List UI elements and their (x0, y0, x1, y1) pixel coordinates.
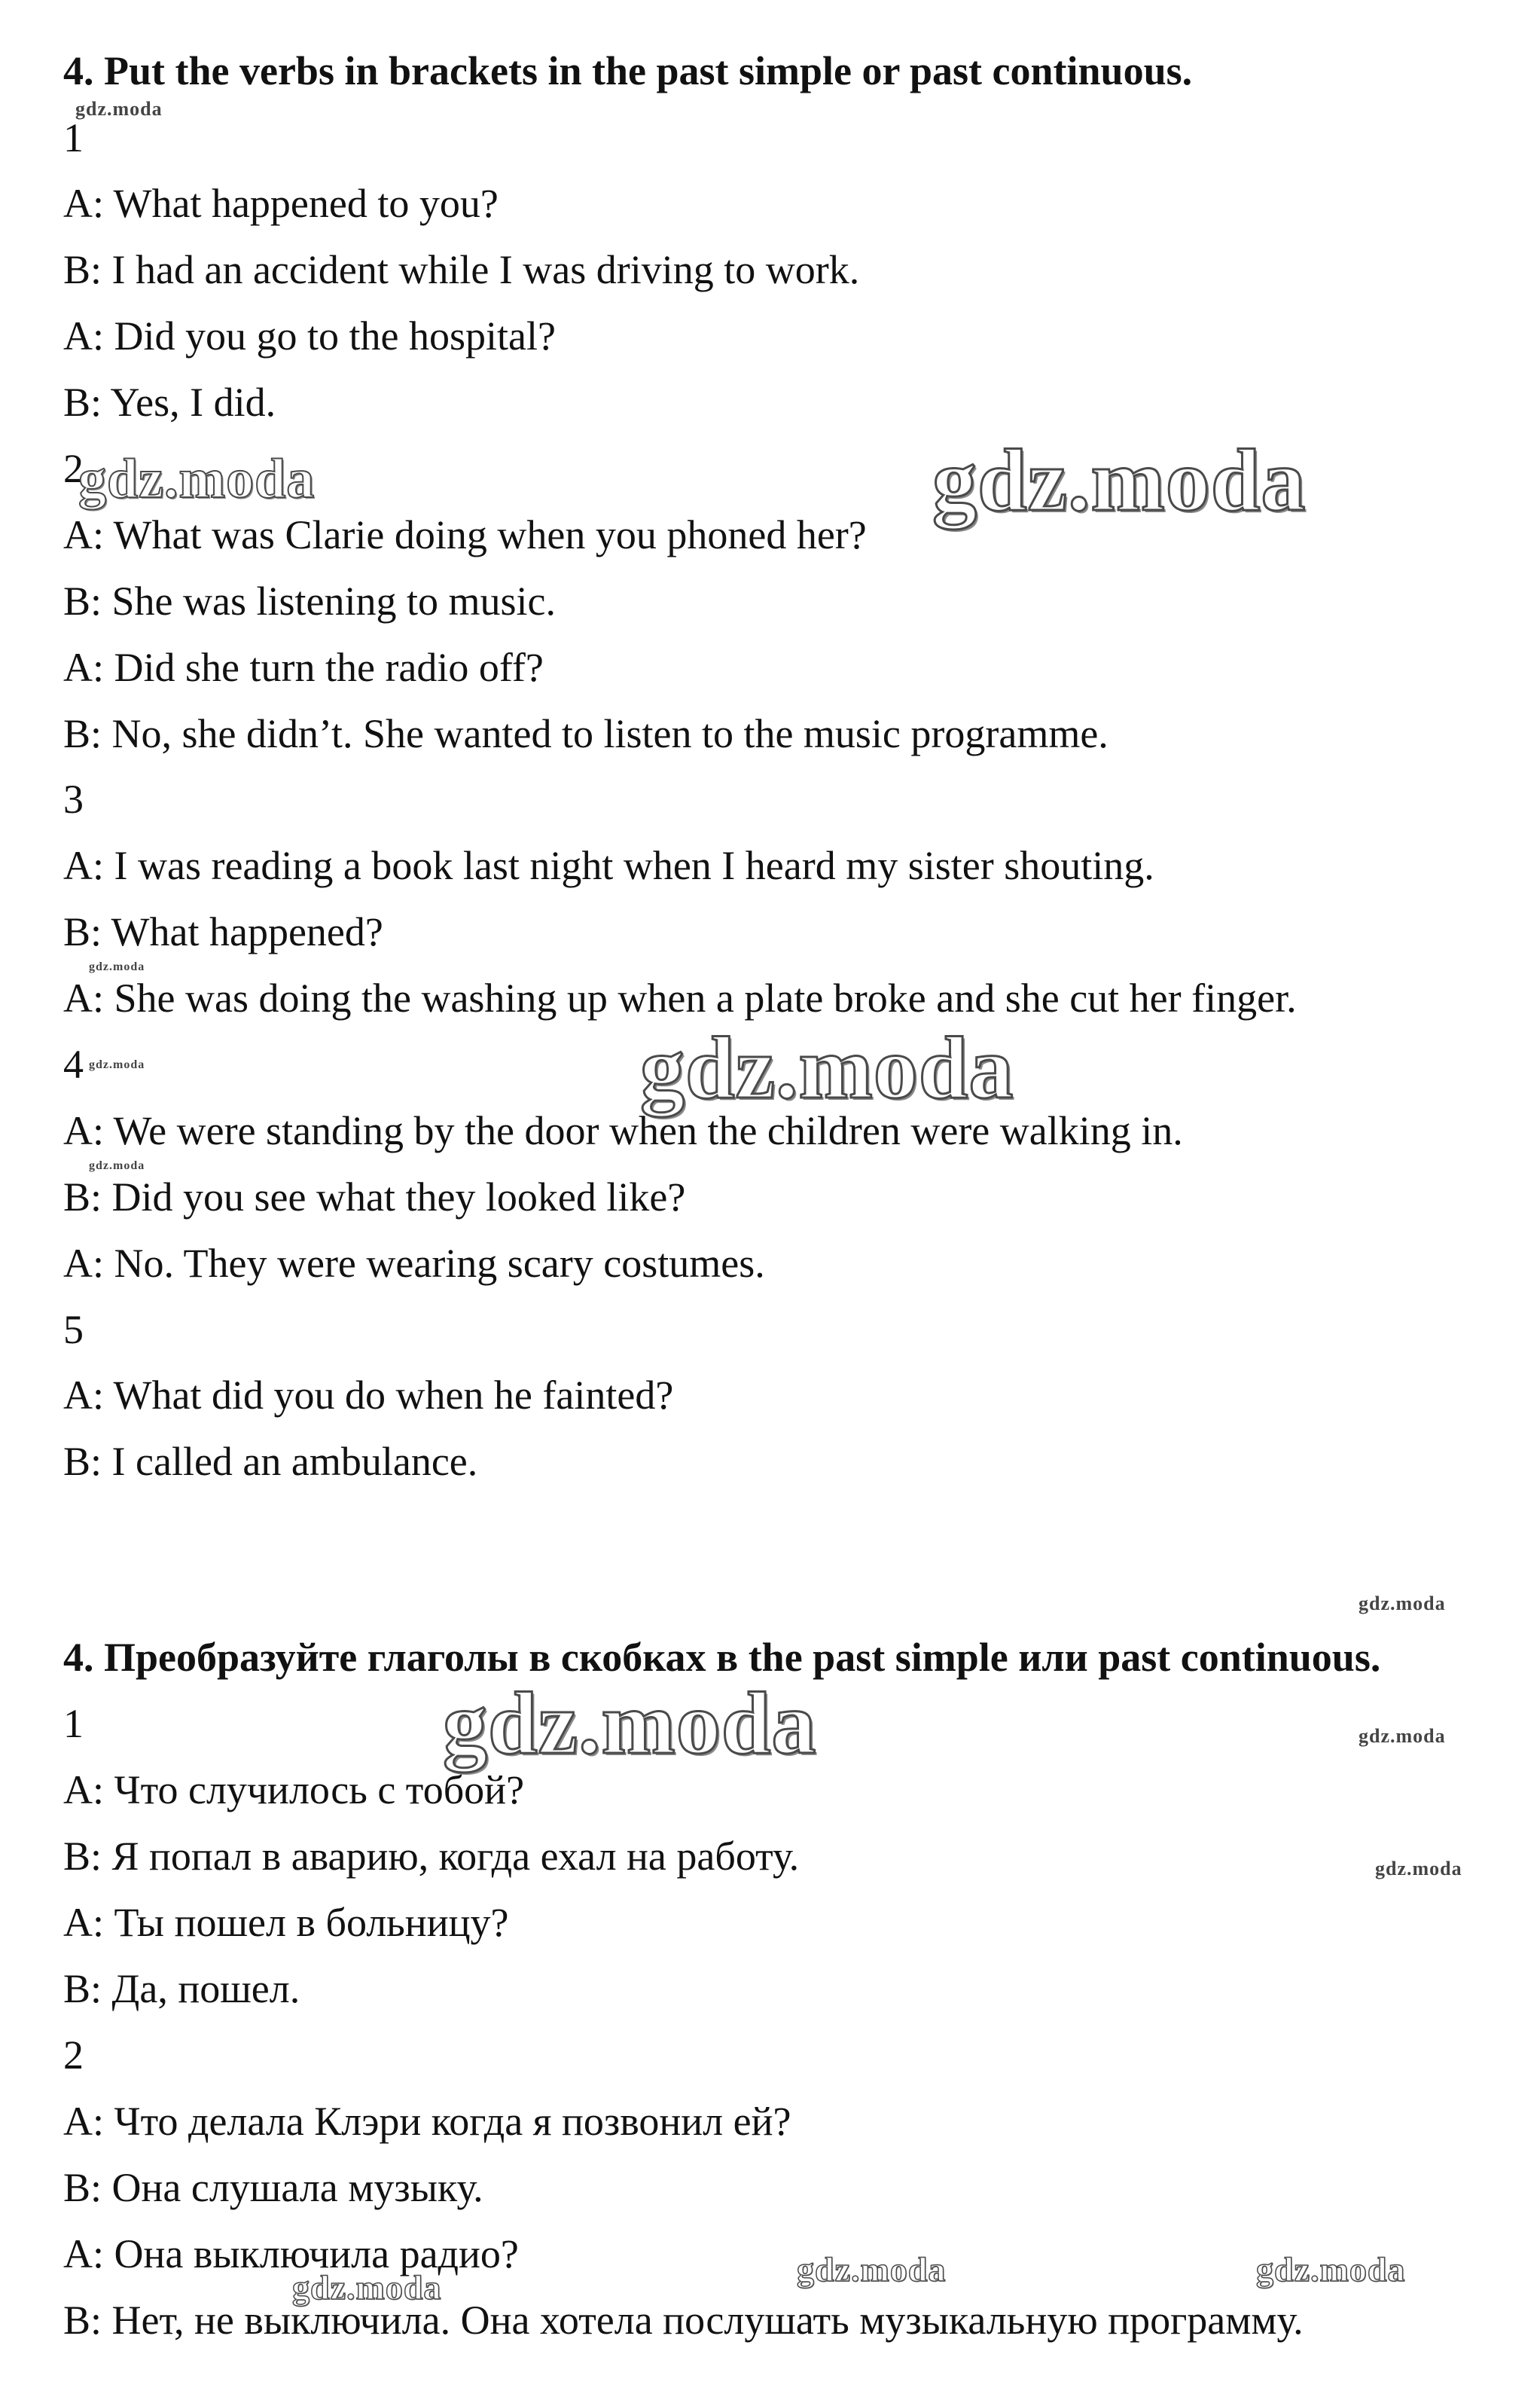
dialogue-line: B: She was listening to music. (63, 579, 556, 624)
dialogue-line: A: What was Clarie doing when you phoned her? (63, 512, 867, 557)
watermark-logo: gdz.moda (75, 98, 163, 120)
dialogue-line: B: I called an ambulance. (63, 1439, 478, 1484)
dialogue-line: B: Yes, I did. (63, 380, 276, 425)
dialogue-number: 5 (63, 1307, 84, 1352)
watermark-logo: gdz.moda (932, 431, 1307, 530)
watermark-logo: gdz.moda (1359, 1725, 1446, 1747)
watermark-logo: gdz.moda (89, 1058, 145, 1071)
dialogue-line: A: Что случилось с тобой? (63, 1767, 525, 1812)
watermark-logo: gdz.moda (1256, 2250, 1406, 2289)
dialogue-line: A: Она выключила радио? (63, 2231, 519, 2276)
watermark-logo: gdz.moda (292, 2268, 442, 2307)
watermark-logo: gdz.moda (89, 960, 145, 973)
dialogue-number: 4 (63, 1042, 84, 1087)
dialogue-line: A: She was doing the washing up when a plate broke and she cut her finger. (63, 976, 1297, 1021)
dialogue-line: A: Что делала Клэри когда я позвонил ей? (63, 2099, 791, 2144)
watermark-logo: gdz.moda (1359, 1592, 1446, 1614)
dialogue-line: B: I had an accident while I was driving to work. (63, 247, 860, 292)
dialogue-line: A: Did she turn the radio off? (63, 645, 544, 690)
dialogue-line: A: Did you go to the hospital? (63, 313, 556, 359)
dialogue-line: A: What did you do when he fainted? (63, 1373, 674, 1418)
watermark-logo: gdz.moda (1375, 1858, 1462, 1879)
dialogue-line: A: I was reading a book last night when I heard my sister shouting. (63, 843, 1154, 888)
dialogue-line: A: No. They were wearing scary costumes. (63, 1241, 765, 1286)
dialogue-line: A: What happened to you? (63, 181, 499, 226)
watermark-logo: gdz.moda (89, 1159, 145, 1172)
dialogue-line: B: Я попал в аварию, когда ехал на работу. (63, 1834, 800, 1879)
dialogue-number: 1 (63, 1701, 84, 1746)
watermark-logo: gdz.moda (640, 1018, 1014, 1117)
dialogue-line: B: Did you see what they looked like? (63, 1174, 686, 1220)
dialogue-number: 1 (63, 115, 84, 160)
dialogue-line: B: Нет, не выключила. Она хотела послушать музыкальную программу. (63, 2298, 1304, 2343)
dialogue-line: A: We were standing by the door when the children were walking in. (63, 1108, 1183, 1153)
dialogue-number: 2 (63, 2032, 84, 2078)
dialogue-line: B: Она слушала музыку. (63, 2165, 483, 2210)
dialogue-line: B: What happened? (63, 909, 383, 954)
dialogue-line: A: Ты пошел в больницу? (63, 1900, 509, 1945)
dialogue-number: 2 (63, 446, 84, 491)
watermark-logo: gdz.moda (797, 2250, 947, 2289)
exercise-title-russian: 4. Преобразуйте глаголы в скобках в the past simple или past continuous. (63, 1635, 1381, 1680)
exercise-title-english: 4. Put the verbs in brackets in the past simple or past continuous. (63, 48, 1193, 93)
dialogue-line: B: No, she didn’t. She wanted to listen to the music programme. (63, 711, 1108, 756)
watermark-logo: gdz.moda (443, 1674, 817, 1773)
dialogue-line: B: Да, пошел. (63, 1966, 300, 2011)
dialogue-number: 3 (63, 777, 84, 822)
watermark-logo: gdz.moda (78, 448, 316, 510)
